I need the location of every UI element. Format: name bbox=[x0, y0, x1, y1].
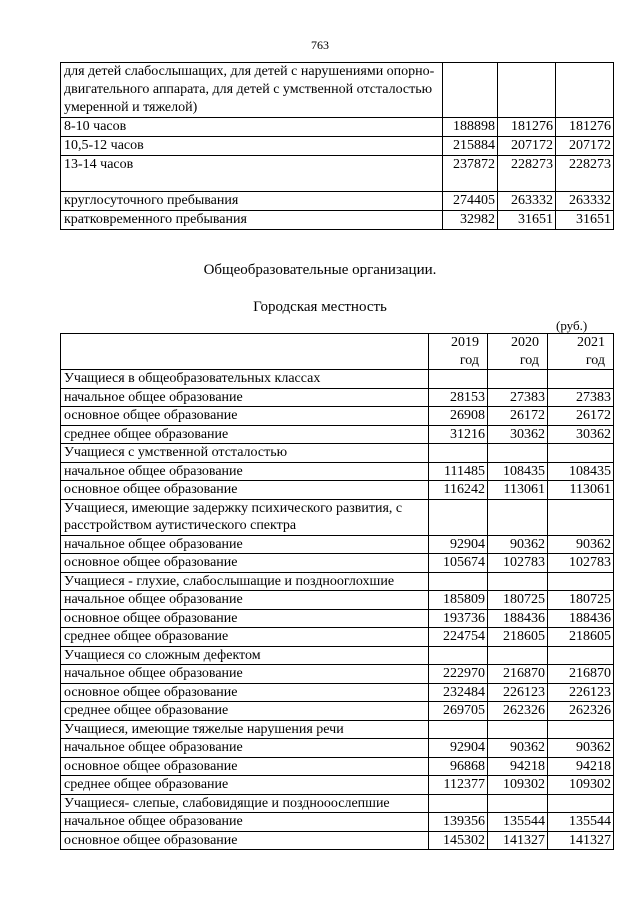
value-cell-2020 bbox=[488, 646, 548, 665]
table-header-row bbox=[61, 334, 614, 370]
value-cell-2019: 269705 bbox=[429, 702, 488, 721]
value-cell-2021: 228273 bbox=[556, 156, 614, 192]
table-row bbox=[61, 535, 614, 554]
value-cell-2020: 90362 bbox=[488, 739, 548, 758]
value-cell-2020: 263332 bbox=[498, 192, 556, 211]
value-cell-2021: 90362 bbox=[548, 739, 614, 758]
value-cell-2021: 30362 bbox=[548, 425, 614, 444]
value-cell-2020 bbox=[488, 720, 548, 739]
value-cell-2019: 26908 bbox=[429, 407, 488, 426]
header-year: 2019 bbox=[451, 335, 479, 350]
value-cell-2019: 222970 bbox=[429, 665, 488, 684]
value-cell-2019: 139356 bbox=[429, 813, 488, 832]
value-cell-2020: 102783 bbox=[488, 554, 548, 573]
row-label: основное общее образование bbox=[61, 554, 429, 573]
row-label: начальное общее образование bbox=[61, 591, 429, 610]
row-label: кратковременного пребывания bbox=[61, 211, 443, 230]
row-label: среднее общее образование bbox=[61, 776, 429, 795]
value-cell-2019 bbox=[429, 444, 488, 463]
row-label: начальное общее образование bbox=[61, 665, 429, 684]
value-cell-2021 bbox=[548, 444, 614, 463]
subsection-title: Городская местность bbox=[253, 299, 387, 315]
value-cell-2020: 31651 bbox=[498, 211, 556, 230]
table-row bbox=[61, 739, 614, 758]
value-cell-2020 bbox=[488, 572, 548, 591]
table-row bbox=[61, 831, 614, 850]
row-label: Учащиеся, имеющие задержку психического развития, с расстройством аутистического спектра bbox=[61, 499, 429, 535]
value-cell-2021: 113061 bbox=[548, 481, 614, 500]
value-cell-2020 bbox=[488, 444, 548, 463]
value-cell-2020: 181276 bbox=[498, 118, 556, 137]
table-row bbox=[61, 554, 614, 573]
value-cell-2019: 112377 bbox=[429, 776, 488, 795]
row-label: начальное общее образование bbox=[61, 739, 429, 758]
value-cell-2021: 109302 bbox=[548, 776, 614, 795]
row-label: среднее общее образование bbox=[61, 628, 429, 647]
table-row bbox=[61, 211, 614, 230]
row-label: 8-10 часов bbox=[61, 118, 443, 137]
value-cell-2020: 135544 bbox=[488, 813, 548, 832]
value-cell-2021: 90362 bbox=[548, 535, 614, 554]
value-cell-2021: 31651 bbox=[556, 211, 614, 230]
header-unit: год bbox=[519, 352, 539, 368]
value-cell-2021 bbox=[548, 646, 614, 665]
value-cell-2020: 27383 bbox=[488, 388, 548, 407]
table-row bbox=[61, 156, 614, 192]
row-label: основное общее образование bbox=[61, 683, 429, 702]
value-cell-2021: 181276 bbox=[556, 118, 614, 137]
row-label: Учащиеся- слепые, слабовидящие и позднооослепшие bbox=[61, 794, 429, 813]
table-row bbox=[61, 370, 614, 389]
value-cell-2020: 218605 bbox=[488, 628, 548, 647]
table-row bbox=[61, 388, 614, 407]
table-row bbox=[61, 720, 614, 739]
row-label: начальное общее образование bbox=[61, 813, 429, 832]
row-label: Учащиеся - глухие, слабослышащие и позднооглохшие bbox=[61, 572, 429, 591]
table-row bbox=[61, 683, 614, 702]
value-cell-2020: 188436 bbox=[488, 609, 548, 628]
value-cell-2020 bbox=[488, 794, 548, 813]
table-row bbox=[61, 192, 614, 211]
table-row bbox=[61, 665, 614, 684]
row-label: Учащиеся со сложным дефектом bbox=[61, 646, 429, 665]
value-cell-2021: 26172 bbox=[548, 407, 614, 426]
table-row bbox=[61, 572, 614, 591]
value-cell-2019: 188898 bbox=[443, 118, 498, 137]
value-cell-2021: 102783 bbox=[548, 554, 614, 573]
value-cell-2019: 145302 bbox=[429, 831, 488, 850]
value-cell-2019: 111485 bbox=[429, 462, 488, 481]
value-cell-2020 bbox=[488, 499, 548, 535]
header-empty-cell bbox=[61, 334, 429, 370]
value-cell-2020: 26172 bbox=[488, 407, 548, 426]
table-row bbox=[61, 499, 614, 535]
table-row bbox=[61, 63, 614, 118]
value-cell-2019 bbox=[429, 794, 488, 813]
table-row bbox=[61, 462, 614, 481]
table-row bbox=[61, 591, 614, 610]
header-unit: год bbox=[585, 352, 605, 368]
row-label: основное общее образование bbox=[61, 609, 429, 628]
value-cell-2019: 224754 bbox=[429, 628, 488, 647]
table-row bbox=[61, 609, 614, 628]
value-cell-2020: 141327 bbox=[488, 831, 548, 850]
value-cell-2020: 94218 bbox=[488, 757, 548, 776]
value-cell-2021: 141327 bbox=[548, 831, 614, 850]
header-year: 2021 bbox=[577, 335, 605, 350]
row-label: начальное общее образование bbox=[61, 462, 429, 481]
value-cell-2021: 207172 bbox=[556, 137, 614, 156]
table-row bbox=[61, 481, 614, 500]
row-label: Учащиеся в общеобразовательных классах bbox=[61, 370, 429, 389]
row-label: основное общее образование bbox=[61, 407, 429, 426]
header-unit: год bbox=[459, 352, 479, 368]
table-row bbox=[61, 425, 614, 444]
header-2019 bbox=[429, 334, 488, 370]
value-cell-2020: 108435 bbox=[488, 462, 548, 481]
value-cell-2021 bbox=[548, 720, 614, 739]
value-cell-2019 bbox=[429, 646, 488, 665]
row-label: основное общее образование bbox=[61, 757, 429, 776]
value-cell-2019: 96868 bbox=[429, 757, 488, 776]
table-row bbox=[61, 776, 614, 795]
header-2020 bbox=[488, 334, 548, 370]
value-cell-2019 bbox=[443, 63, 498, 118]
value-cell-2021: 94218 bbox=[548, 757, 614, 776]
row-label: для детей слабослышащих, для детей с нарушениями опорно-двигательного аппарата, для детей с умственной отсталостью умеренной и тяжелой) bbox=[61, 63, 443, 118]
value-cell-2021: 226123 bbox=[548, 683, 614, 702]
row-label: основное общее образование bbox=[61, 831, 429, 850]
table-row bbox=[61, 137, 614, 156]
value-cell-2021 bbox=[548, 572, 614, 591]
page-number: 763 bbox=[311, 38, 329, 52]
row-label: круглосуточного пребывания bbox=[61, 192, 443, 211]
value-cell-2021: 216870 bbox=[548, 665, 614, 684]
value-cell-2020: 30362 bbox=[488, 425, 548, 444]
value-cell-2019: 215884 bbox=[443, 137, 498, 156]
value-cell-2020 bbox=[498, 63, 556, 118]
value-cell-2020 bbox=[488, 370, 548, 389]
row-label: 13-14 часов bbox=[61, 156, 443, 192]
value-cell-2019 bbox=[429, 499, 488, 535]
section-title: Общеобразовательные организации. bbox=[203, 262, 437, 278]
value-cell-2019: 274405 bbox=[443, 192, 498, 211]
value-cell-2019: 28153 bbox=[429, 388, 488, 407]
table-row bbox=[61, 757, 614, 776]
value-cell-2021 bbox=[548, 499, 614, 535]
value-cell-2020: 113061 bbox=[488, 481, 548, 500]
value-cell-2021 bbox=[556, 63, 614, 118]
value-cell-2019: 92904 bbox=[429, 739, 488, 758]
value-cell-2019: 185809 bbox=[429, 591, 488, 610]
unit-label: (руб.) bbox=[556, 318, 588, 333]
value-cell-2019 bbox=[429, 572, 488, 591]
table-row bbox=[61, 702, 614, 721]
value-cell-2019: 32982 bbox=[443, 211, 498, 230]
row-label: среднее общее образование bbox=[61, 425, 429, 444]
table-row bbox=[61, 794, 614, 813]
value-cell-2020: 226123 bbox=[488, 683, 548, 702]
value-cell-2021: 188436 bbox=[548, 609, 614, 628]
value-cell-2021: 108435 bbox=[548, 462, 614, 481]
value-cell-2020: 262326 bbox=[488, 702, 548, 721]
value-cell-2021: 263332 bbox=[556, 192, 614, 211]
row-label: основное общее образование bbox=[61, 481, 429, 500]
value-cell-2019: 193736 bbox=[429, 609, 488, 628]
table-general-education-urban bbox=[60, 333, 614, 850]
value-cell-2019: 232484 bbox=[429, 683, 488, 702]
value-cell-2019: 116242 bbox=[429, 481, 488, 500]
row-label: 10,5-12 часов bbox=[61, 137, 443, 156]
value-cell-2021: 262326 bbox=[548, 702, 614, 721]
value-cell-2019: 237872 bbox=[443, 156, 498, 192]
value-cell-2020: 90362 bbox=[488, 535, 548, 554]
value-cell-2020: 216870 bbox=[488, 665, 548, 684]
value-cell-2021 bbox=[548, 370, 614, 389]
value-cell-2021: 218605 bbox=[548, 628, 614, 647]
value-cell-2020: 180725 bbox=[488, 591, 548, 610]
table-row bbox=[61, 646, 614, 665]
value-cell-2020: 207172 bbox=[498, 137, 556, 156]
row-label: Учащиеся, имеющие тяжелые нарушения речи bbox=[61, 720, 429, 739]
value-cell-2019 bbox=[429, 720, 488, 739]
row-label: начальное общее образование bbox=[61, 535, 429, 554]
header-2021 bbox=[548, 334, 614, 370]
value-cell-2021: 135544 bbox=[548, 813, 614, 832]
table-preschool-continued bbox=[60, 62, 614, 230]
table-row bbox=[61, 813, 614, 832]
header-year: 2020 bbox=[511, 335, 539, 350]
value-cell-2021: 180725 bbox=[548, 591, 614, 610]
value-cell-2019: 92904 bbox=[429, 535, 488, 554]
table-row bbox=[61, 444, 614, 463]
value-cell-2021: 27383 bbox=[548, 388, 614, 407]
table-row bbox=[61, 118, 614, 137]
table-row bbox=[61, 628, 614, 647]
value-cell-2020: 228273 bbox=[498, 156, 556, 192]
table-row bbox=[61, 407, 614, 426]
row-label: среднее общее образование bbox=[61, 702, 429, 721]
row-label: начальное общее образование bbox=[61, 388, 429, 407]
value-cell-2019 bbox=[429, 370, 488, 389]
value-cell-2021 bbox=[548, 794, 614, 813]
row-label: Учащиеся с умственной отсталостью bbox=[61, 444, 429, 463]
value-cell-2019: 105674 bbox=[429, 554, 488, 573]
value-cell-2020: 109302 bbox=[488, 776, 548, 795]
value-cell-2019: 31216 bbox=[429, 425, 488, 444]
